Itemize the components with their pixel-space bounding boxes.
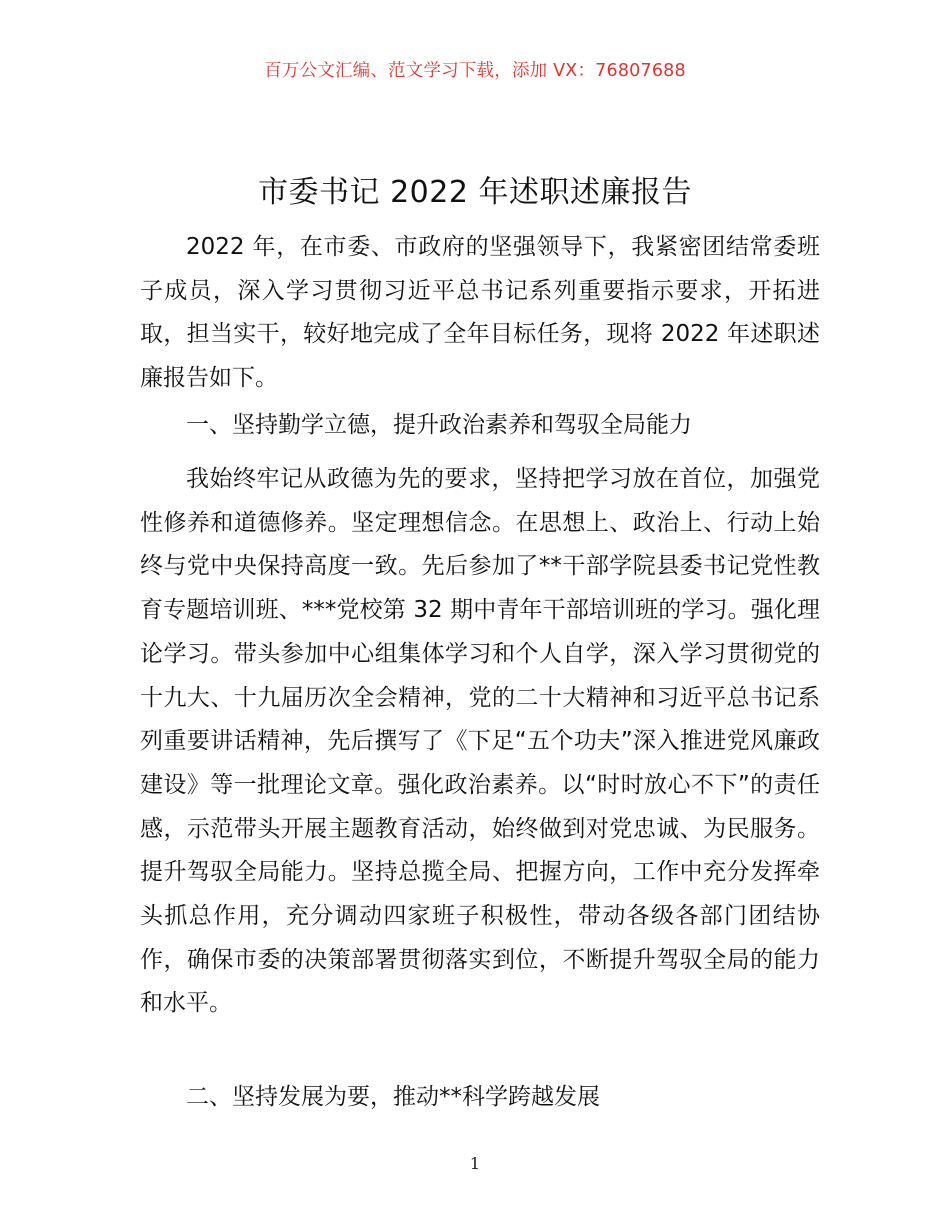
section-heading-2: 二、坚持发展为要，推动**科学跨越发展 xyxy=(186,1084,600,1110)
intro-paragraph: 2022 年，在市委、市政府的坚强领导下，我紧密团结常委班子成员，深入学习贯彻习近平总书记系列重要指示要求，开拓进取，担当实干，较好地完成了全年目标任务，现将 2022 年述职述廉报告如下。 xyxy=(140,234,820,392)
page-number: 1 xyxy=(469,1154,481,1173)
section1-paragraph-block xyxy=(140,458,820,1026)
intro-paragraph-block xyxy=(140,226,820,401)
section1-paragraph: 我始终牢记从政德为先的要求，坚持把学习放在首位，加强党性修养和道德修养。坚定理想信念。在思想上、政治上、行动上始终与党中央保持高度一致。先后参加了**干部学院县委书记党性教育专题培训班、***党校第 32 期中青年干部培训班的学习。强化理论学习。带头参加中心组集体学习和个人自学，深入学习贯彻党的十九大、十九届历次全会精神，党的二十大精神和习近平总书记系列重要讲话精神，先后撰写了《下足“五个功夫”深入推进党风廉政建设》等一批理论文章。强化政治素养。以“时时放心不下”的责任感，示范带头开展主题教育活动，始终做到对党忠诚、为民服务。提升驾驭全局能力。坚持总揽全局、把握方向，工作中充分发挥牵头抓总作用，充分调动四家班子积极性，带动各级各部门团结协作，确保市委的决策部署贯彻落实到位，不断提升驾驭全局的能力和水平。 xyxy=(140,466,820,1017)
section-heading-1: 一、坚持勤学立德，提升政治素养和驾驭全局能力 xyxy=(186,412,692,438)
document-title: 市委书记 2022 年述职述廉报告 xyxy=(258,175,692,210)
watermark-banner: 百万公文汇编、范文学习下载，添加 VX：76807688 xyxy=(264,61,686,81)
